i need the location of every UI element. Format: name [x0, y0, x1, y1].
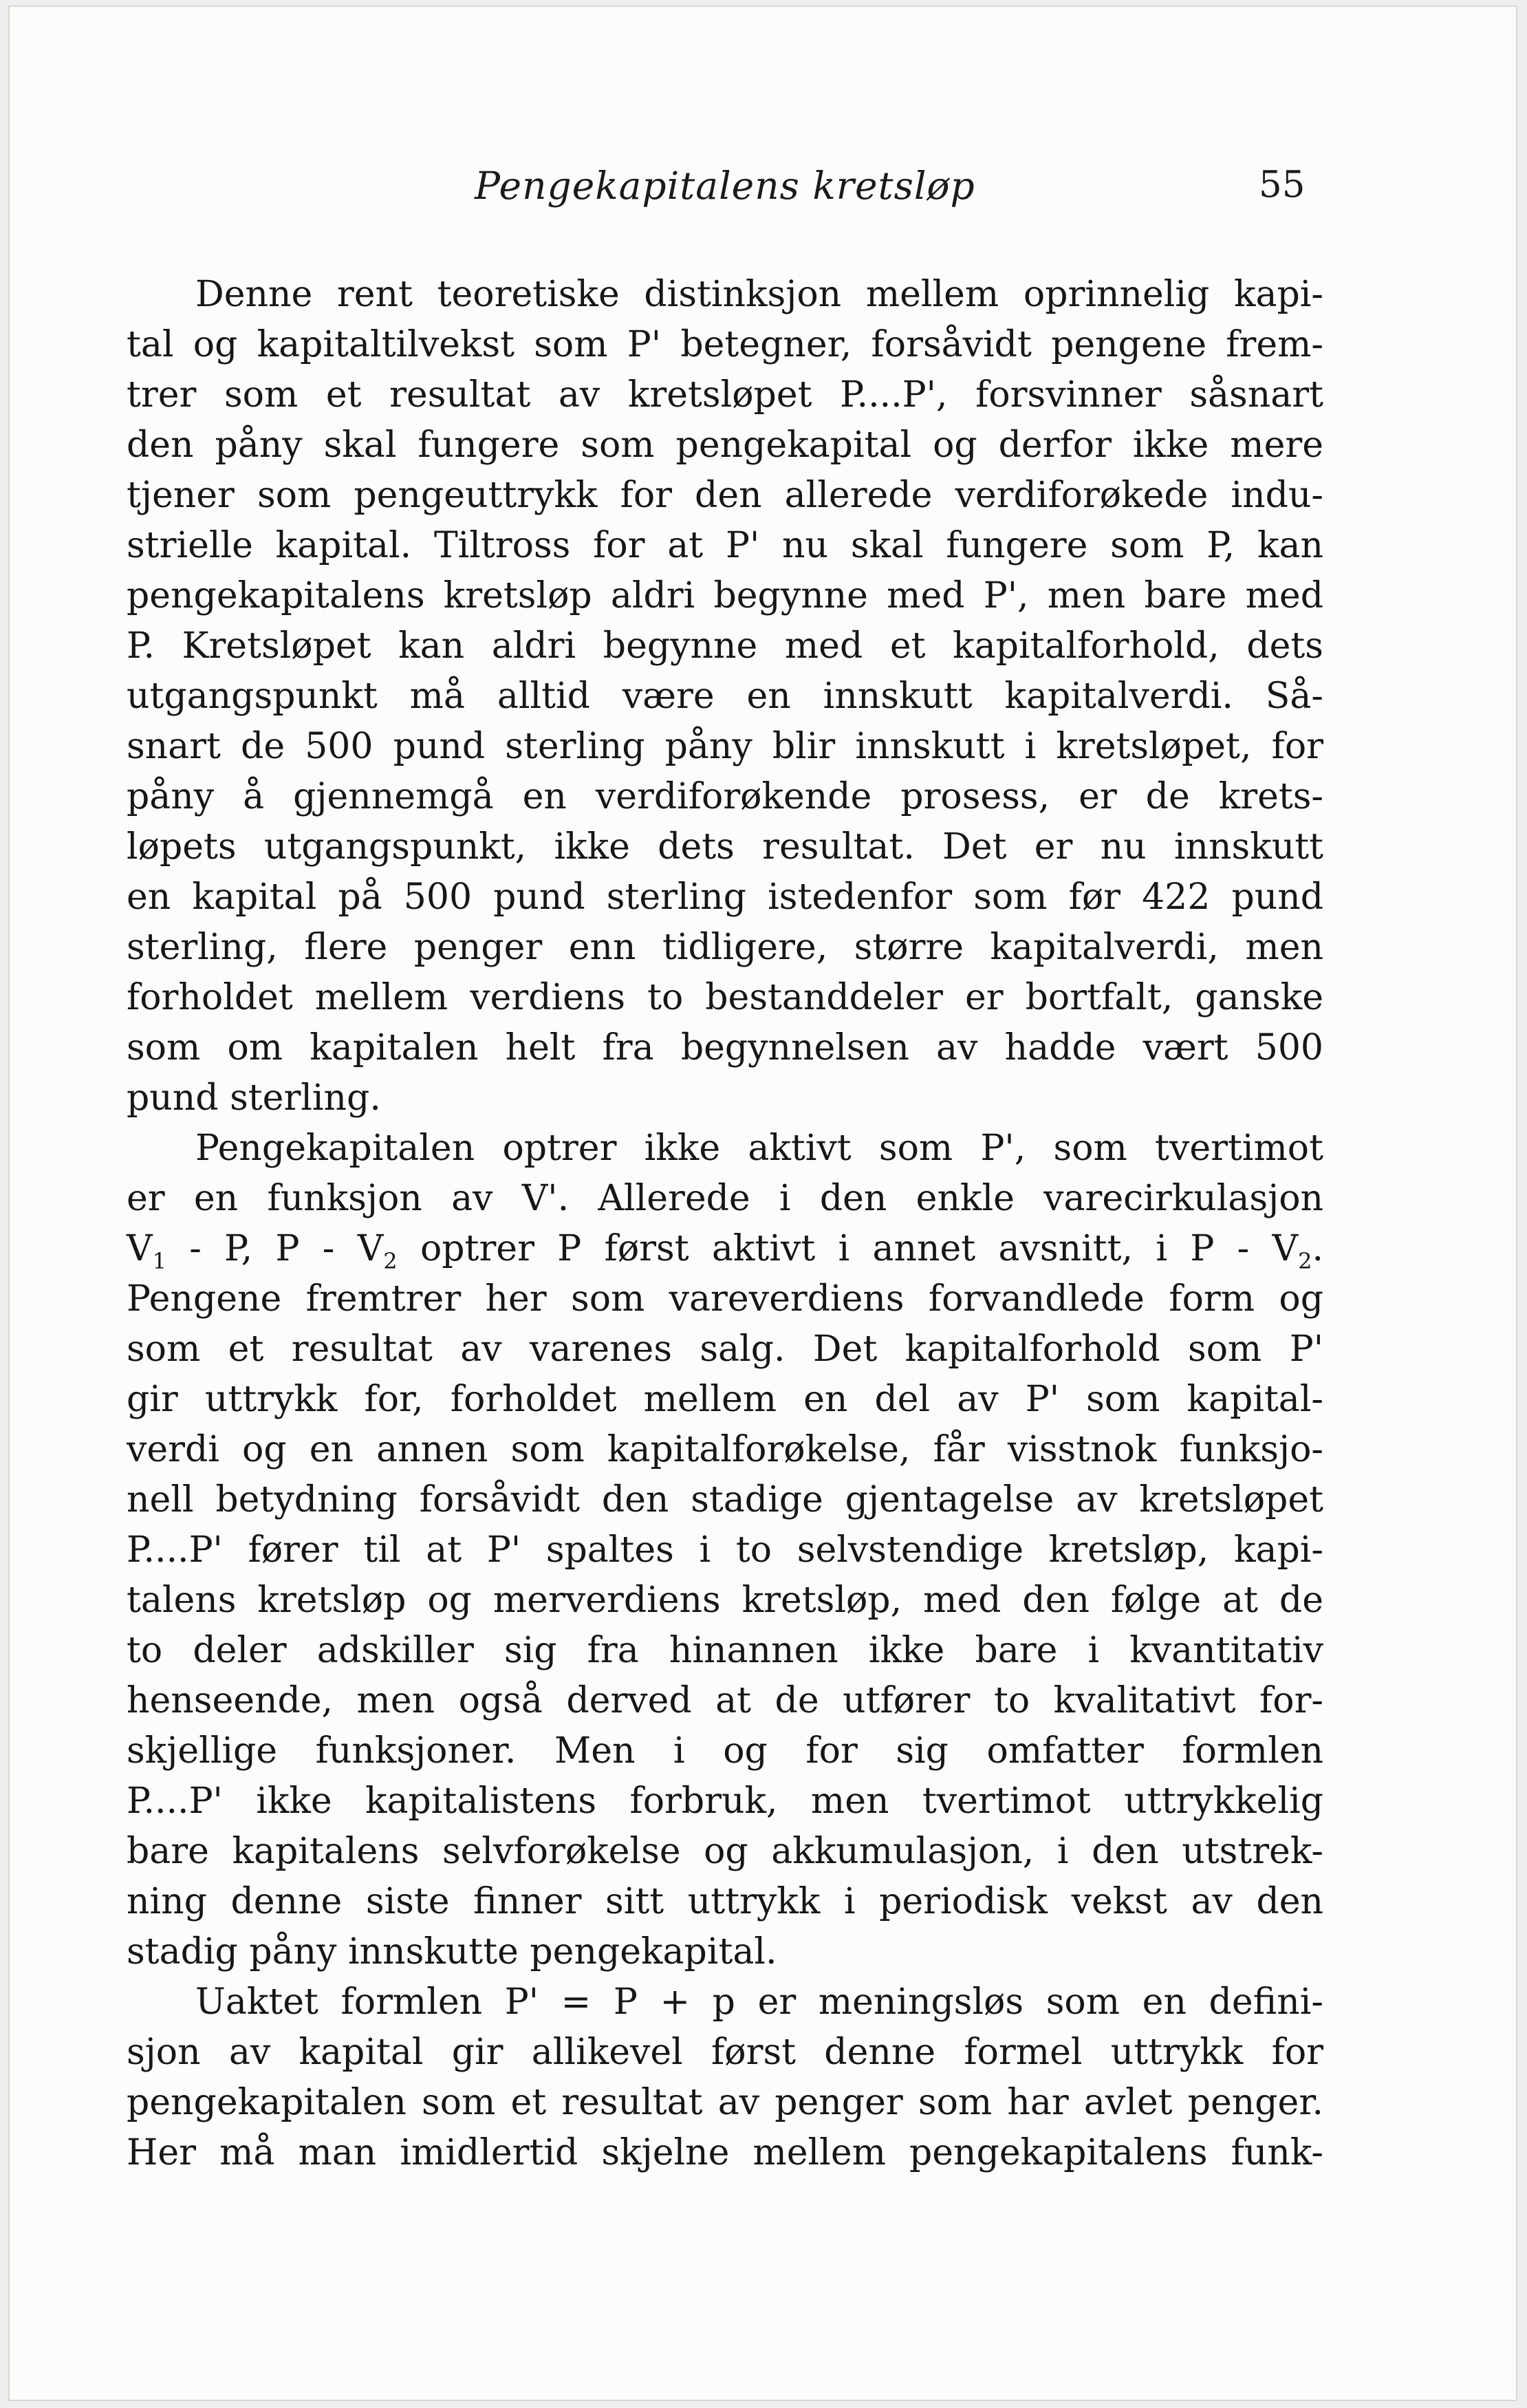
formula-mid: - P, P - V: [166, 1228, 384, 1269]
paragraph-2: [127, 1124, 1323, 1977]
text-line: P....P' ikke kapitalistens forbruk, men tvertimot uttrykkelig: [127, 1781, 1323, 1822]
text-line: påny å gjennemgå en verdiforøkende prosess, er de krets-: [127, 776, 1323, 817]
text-line: som et resultat av varenes salg. Det kapitalforhold som P': [127, 1329, 1323, 1370]
text-line: bare kapitalens selvforøkelse og akkumulasjon, i den utstrek-: [127, 1831, 1323, 1872]
text-line: er en funksjon av V'. Allerede i den enkle varecirkulasjon: [127, 1178, 1323, 1219]
text-line: gir uttrykk for, forholdet mellem en del av P' som kapital-: [127, 1379, 1323, 1420]
formula-end: .: [1312, 1228, 1323, 1269]
text-line: henseende, men også derved at de utfører to kvalitativt for-: [127, 1680, 1323, 1721]
text-line: som om kapitalen helt fra begynnelsen av hadde vært 500: [127, 1027, 1323, 1068]
formula-line: [127, 1224, 1323, 1274]
paragraph-1: [127, 270, 1323, 1124]
subscript-1: 1: [152, 1248, 166, 1274]
text-line: sjon av kapital gir allikevel først denne formel uttrykk for: [127, 2032, 1323, 2073]
text-line: Her må man imidlertid skjelne mellem pengekapitalens funk-: [127, 2132, 1323, 2173]
text-line: tal og kapitaltilvekst som P' betegner, forsåvidt pengene frem-: [127, 324, 1323, 365]
text-line: skjellige funksjoner. Men i og for sig omfatter formlen: [127, 1730, 1323, 1772]
text-line: trer som et resultat av kretsløpet P....P', forsvinner såsnart: [127, 374, 1323, 416]
text-line: pengekapitalens kretsløp aldri begynne med P', men bare med: [127, 575, 1323, 616]
text-line: forholdet mellem verdiens to bestanddeler er bortfalt, ganske: [127, 977, 1323, 1018]
paragraph-3: [127, 1977, 1323, 2178]
text-line: løpets utgangspunkt, ikke dets resultat. Det er nu innskutt: [127, 826, 1323, 868]
text-line: nell betydning forsåvidt den stadige gjentagelse av kretsløpet: [127, 1479, 1323, 1520]
text-line: en kapital på 500 pund sterling istedenfor som før 422 pund: [127, 877, 1323, 918]
book-page: [10, 7, 1516, 2400]
page-number: 55: [1259, 164, 1306, 206]
text-line: ning denne siste finner sitt uttrykk i periodisk vekst av den: [127, 1881, 1323, 1922]
text-line: Uaktet formlen P' = P + p er meningsløs som en defini-: [195, 1981, 1323, 2023]
subscript-2: 2: [383, 1248, 398, 1274]
text-line: Denne rent teoretiske distinksjon mellem oprinnelig kapi-: [195, 274, 1323, 315]
formula-mid2: optrer P først aktivt i annet avsnitt, i P - V: [397, 1228, 1299, 1269]
text-line: P....P' fører til at P' spaltes i to selvstendige kretsløp, kapi-: [127, 1529, 1323, 1571]
formula-v: V: [127, 1228, 153, 1269]
text-line: pengekapitalen som et resultat av penger som har avlet penger.: [127, 2082, 1323, 2123]
running-title: Pengekapitalens kretsløp: [475, 164, 975, 208]
text-line: Pengekapitalen optrer ikke aktivt som P', som tvertimot: [195, 1128, 1323, 1169]
text-line: utgangspunkt må alltid være en innskutt kapitalverdi. Så-: [127, 676, 1323, 717]
subscript-3: 2: [1298, 1248, 1312, 1274]
text-line: sterling, flere penger enn tidligere, større kapitalverdi, men: [127, 927, 1323, 968]
text-line: snart de 500 pund sterling påny blir innskutt i kretsløpet, for: [127, 726, 1323, 767]
text-line: Pengene fremtrer her som vareverdiens forvandlede form og: [127, 1278, 1323, 1320]
text-line: verdi og en annen som kapitalforøkelse, får visstnok funksjo-: [127, 1429, 1323, 1470]
text-line: to deler adskiller sig fra hinannen ikke bare i kvantitativ: [127, 1630, 1323, 1671]
text-line: den påny skal fungere som pengekapital og derfor ikke mere: [127, 424, 1323, 466]
text-line: pund sterling.: [127, 1077, 381, 1119]
text-line: stadig påny innskutte pengekapital.: [127, 1931, 777, 1972]
page-header: [10, 164, 1516, 219]
text-line: tjener som pengeuttrykk for den allerede verdiforøkede indu-: [127, 475, 1323, 516]
body-text: [127, 270, 1323, 2178]
text-line: strielle kapital. Tiltross for at P' nu skal fungere som P, kan: [127, 525, 1323, 566]
text-line: P. Kretsløpet kan aldri begynne med et kapitalforhold, dets: [127, 625, 1323, 667]
text-line: talens kretsløp og merverdiens kretsløp, med den følge at de: [127, 1580, 1323, 1621]
